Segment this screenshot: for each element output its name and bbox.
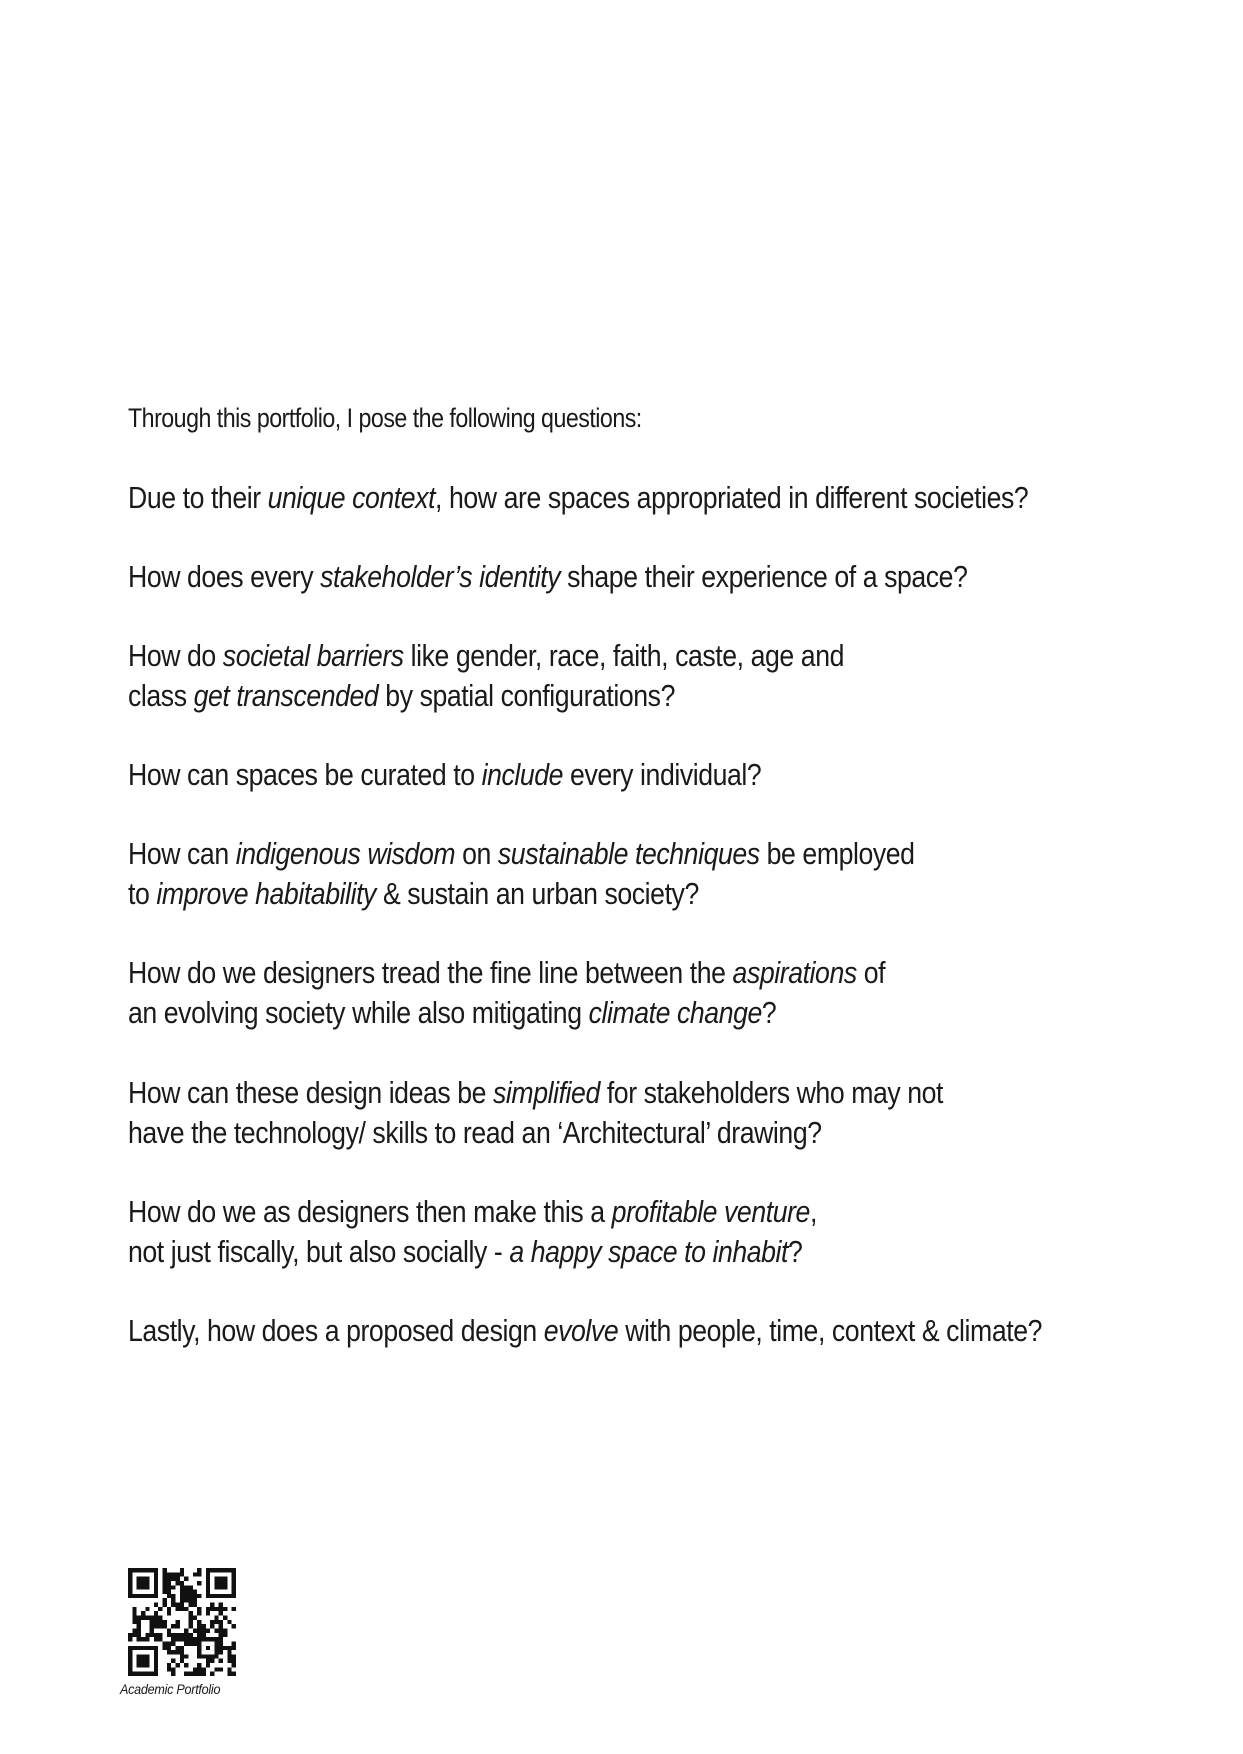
question-line xyxy=(128,1073,943,1113)
question-text: How do xyxy=(128,638,223,673)
emphasis-text: stakeholder’s identity xyxy=(320,559,561,594)
question-text: shape their experience of a space? xyxy=(560,559,968,594)
question-line xyxy=(128,993,885,1033)
emphasis-text: indigenous wisdom xyxy=(235,836,456,871)
question-9 xyxy=(128,1311,1042,1351)
emphasis-text: profitable venture xyxy=(611,1194,810,1229)
question-4 xyxy=(128,755,761,795)
emphasis-text: evolve xyxy=(543,1313,619,1348)
question-text: of xyxy=(856,955,886,990)
question-text: for stakeholders who may not xyxy=(599,1075,944,1110)
qr-caption: Academic Portfolio xyxy=(120,1681,221,1697)
emphasis-text: improve habitability xyxy=(156,876,376,911)
question-text: on xyxy=(455,836,498,871)
emphasis-text: include xyxy=(481,757,564,792)
question-5 xyxy=(128,834,915,914)
question-text: an evolving society while also mitigating xyxy=(128,995,589,1030)
question-text: have the technology/ skills to read an ‘Architectural’ drawing? xyxy=(128,1115,822,1150)
emphasis-text: a happy space to inhabit xyxy=(509,1234,789,1269)
question-text: , how are spaces appropriated in different societies? xyxy=(435,480,1029,515)
question-line xyxy=(128,834,915,874)
question-line xyxy=(128,478,1028,518)
question-text: Due to their xyxy=(128,480,268,515)
question-text: every individual? xyxy=(563,757,762,792)
emphasis-text: get transcended xyxy=(193,678,379,713)
emphasis-text: societal barriers xyxy=(222,638,404,673)
question-line xyxy=(128,557,967,597)
emphasis-text: unique context xyxy=(267,480,436,515)
question-line xyxy=(128,874,915,914)
question-6 xyxy=(128,953,885,1033)
emphasis-text: simplified xyxy=(493,1075,600,1110)
question-text: Lastly, how does a proposed design xyxy=(128,1313,544,1348)
question-text: with people, time, context & climate? xyxy=(618,1313,1042,1348)
question-text: How can these design ideas be xyxy=(128,1075,494,1110)
emphasis-text: sustainable techniques xyxy=(497,836,760,871)
question-line xyxy=(128,1113,943,1153)
question-text: like gender, race, faith, caste, age and xyxy=(403,638,845,673)
question-text: by spatial configurations? xyxy=(378,678,675,713)
question-line xyxy=(128,1232,817,1272)
question-text: be employed xyxy=(759,836,915,871)
question-line xyxy=(128,1311,1042,1351)
question-text: class xyxy=(128,678,194,713)
emphasis-text: aspirations xyxy=(732,955,857,990)
question-text: ? xyxy=(761,995,777,1030)
question-line xyxy=(128,755,761,795)
question-2 xyxy=(128,557,967,597)
qr-code-icon[interactable] xyxy=(128,1568,236,1676)
question-text: How can spaces be curated to xyxy=(128,757,482,792)
question-1 xyxy=(128,478,1028,518)
question-text: How do we as designers then make this a xyxy=(128,1194,612,1229)
question-text: & sustain an urban society? xyxy=(375,876,699,911)
question-8 xyxy=(128,1192,817,1272)
question-text: How does every xyxy=(128,559,321,594)
question-7 xyxy=(128,1073,943,1153)
question-text: to xyxy=(128,876,157,911)
intro-text: Through this portfolio, I pose the following questions: xyxy=(128,403,642,433)
question-line xyxy=(128,676,844,716)
question-line xyxy=(128,953,885,993)
question-text: ? xyxy=(788,1234,803,1269)
question-3 xyxy=(128,636,844,716)
question-line xyxy=(128,1192,817,1232)
question-text: , xyxy=(809,1194,817,1229)
question-text: How can xyxy=(128,836,236,871)
question-line xyxy=(128,636,844,676)
question-text: How do we designers tread the fine line between the xyxy=(128,955,733,990)
question-text: not just fiscally, but also socially - xyxy=(128,1234,510,1269)
emphasis-text: climate change xyxy=(588,995,762,1030)
